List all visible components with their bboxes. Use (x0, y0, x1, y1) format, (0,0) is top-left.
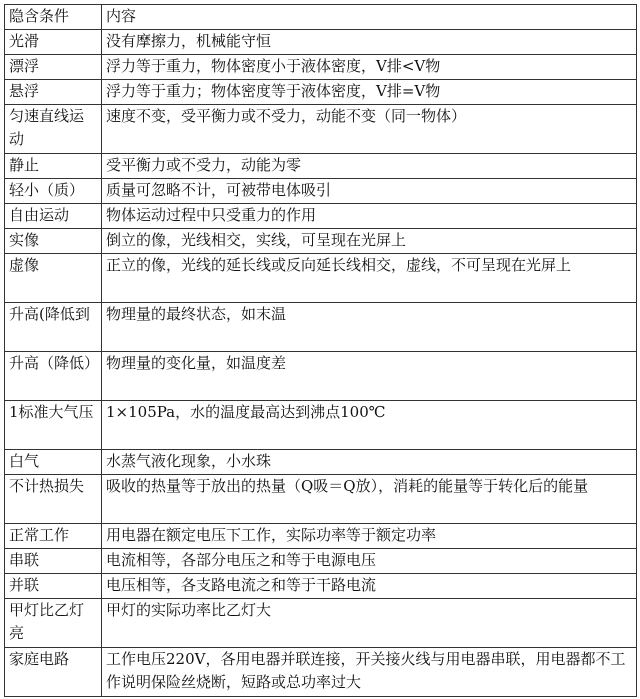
condition-cell: 1标准大气压 (5, 401, 102, 450)
table-row (5, 204, 637, 229)
content-cell: 甲灯的实际功率比乙灯大 (102, 599, 637, 648)
table-row (5, 599, 637, 648)
table-row (5, 154, 637, 179)
table-row (5, 352, 637, 401)
table-row (5, 105, 637, 154)
table-row (5, 574, 637, 599)
condition-cell: 升高(降低到 (5, 303, 102, 352)
implicit-conditions-table (4, 4, 637, 697)
content-cell: 电流相等，各部分电压之和等于电源电压 (102, 549, 637, 574)
content-cell: 水蒸气液化现象，小水珠 (102, 450, 637, 475)
condition-cell: 实像 (5, 229, 102, 254)
condition-cell: 串联 (5, 549, 102, 574)
table-header-row (5, 5, 637, 30)
condition-cell: 不计热损失 (5, 475, 102, 524)
content-cell: 速度不变，受平衡力或不受力，动能不变（同一物体） (102, 105, 637, 154)
content-cell: 没有摩擦力，机械能守恒 (102, 30, 637, 55)
condition-cell: 漂浮 (5, 55, 102, 80)
table-row (5, 549, 637, 574)
condition-cell: 轻小（质） (5, 179, 102, 204)
table-row (5, 524, 637, 549)
content-cell: 受平衡力或不受力，动能为零 (102, 154, 637, 179)
table-row (5, 450, 637, 475)
condition-cell: 升高（降低） (5, 352, 102, 401)
content-cell: 用电器在额定电压下工作，实际功率等于额定功率 (102, 524, 637, 549)
content-cell: 物体运动过程中只受重力的作用 (102, 204, 637, 229)
table-row (5, 303, 637, 352)
condition-cell: 光滑 (5, 30, 102, 55)
condition-cell: 甲灯比乙灯亮 (5, 599, 102, 648)
condition-cell: 家庭电路 (5, 648, 102, 697)
header-content: 内容 (102, 5, 637, 30)
condition-cell: 自由运动 (5, 204, 102, 229)
table-row (5, 179, 637, 204)
table-row (5, 254, 637, 303)
condition-cell: 匀速直线运动 (5, 105, 102, 154)
table-row (5, 80, 637, 105)
content-cell: 1×105Pa，水的温度最高达到沸点100℃ (102, 401, 637, 450)
content-cell: 电压相等，各支路电流之和等于干路电流 (102, 574, 637, 599)
condition-cell: 虚像 (5, 254, 102, 303)
condition-cell: 正常工作 (5, 524, 102, 549)
content-cell: 物理量的变化量，如温度差 (102, 352, 637, 401)
condition-cell: 静止 (5, 154, 102, 179)
table-row (5, 55, 637, 80)
table-row (5, 30, 637, 55)
content-cell: 正立的像，光线的延长线或反向延长线相交，虚线，不可呈现在光屏上 (102, 254, 637, 303)
content-cell: 浮力等于重力；物体密度等于液体密度，V排=V物 (102, 80, 637, 105)
content-cell: 工作电压220V，各用电器并联连接，开关接火线与用电器串联，用电器都不工作说明保险丝烧断，短路或总功率过大 (102, 648, 637, 697)
header-condition: 隐含条件 (5, 5, 102, 30)
content-cell: 质量可忽略不计，可被带电体吸引 (102, 179, 637, 204)
table-row (5, 475, 637, 524)
content-cell: 浮力等于重力，物体密度小于液体密度，V排<V物 (102, 55, 637, 80)
content-cell: 物理量的最终状态，如末温 (102, 303, 637, 352)
condition-cell: 并联 (5, 574, 102, 599)
table-row (5, 229, 637, 254)
content-cell: 倒立的像，光线相交，实线，可呈现在光屏上 (102, 229, 637, 254)
condition-cell: 白气 (5, 450, 102, 475)
table-row (5, 648, 637, 697)
condition-cell: 悬浮 (5, 80, 102, 105)
table-row (5, 401, 637, 450)
content-cell: 吸收的热量等于放出的热量（Q吸＝Q放），消耗的能量等于转化后的能量 (102, 475, 637, 524)
